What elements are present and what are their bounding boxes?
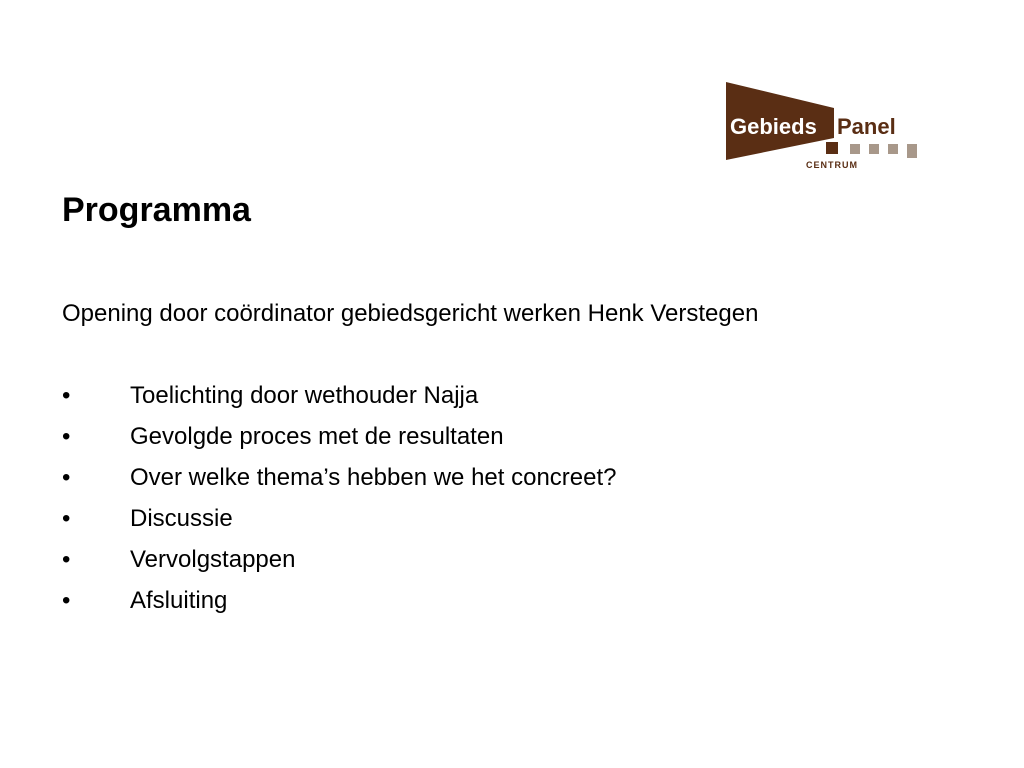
agenda-item bbox=[62, 462, 617, 503]
logo-square bbox=[850, 144, 860, 154]
logo-word-right: Panel bbox=[837, 114, 896, 139]
logo-subtitle: CENTRUM bbox=[806, 160, 858, 170]
agenda-item bbox=[62, 503, 617, 544]
bullet-icon: • bbox=[62, 382, 71, 409]
agenda-item-text: Over welke thema’s hebben we het concreet? bbox=[130, 464, 617, 491]
logo-graphic bbox=[724, 80, 934, 172]
bullet-icon: • bbox=[62, 505, 71, 532]
agenda-item bbox=[62, 380, 617, 421]
agenda-item bbox=[62, 421, 617, 462]
logo-square bbox=[869, 144, 879, 154]
logo-square bbox=[907, 144, 917, 158]
agenda-item-text: Vervolgstappen bbox=[130, 546, 296, 573]
opening-line: Opening door coördinator gebiedsgericht werken Henk Verstegen bbox=[62, 300, 759, 327]
bullet-icon: • bbox=[62, 464, 71, 491]
agenda-list bbox=[62, 380, 617, 626]
slide-title: Programma bbox=[62, 191, 251, 229]
logo-square bbox=[888, 144, 898, 154]
agenda-item-text: Discussie bbox=[130, 505, 233, 532]
agenda-item-text: Afsluiting bbox=[130, 587, 228, 614]
logo-word-left: Gebieds bbox=[730, 114, 817, 139]
agenda-item-text: Gevolgde proces met de resultaten bbox=[130, 423, 504, 450]
agenda-item bbox=[62, 544, 617, 585]
bullet-icon: • bbox=[62, 423, 71, 450]
gebiedspanel-logo bbox=[724, 80, 934, 172]
bullet-icon: • bbox=[62, 546, 71, 573]
logo-square-dark bbox=[826, 142, 838, 154]
bullet-icon: • bbox=[62, 587, 71, 614]
agenda-item bbox=[62, 585, 617, 626]
agenda-item-text: Toelichting door wethouder Najja bbox=[130, 382, 479, 409]
